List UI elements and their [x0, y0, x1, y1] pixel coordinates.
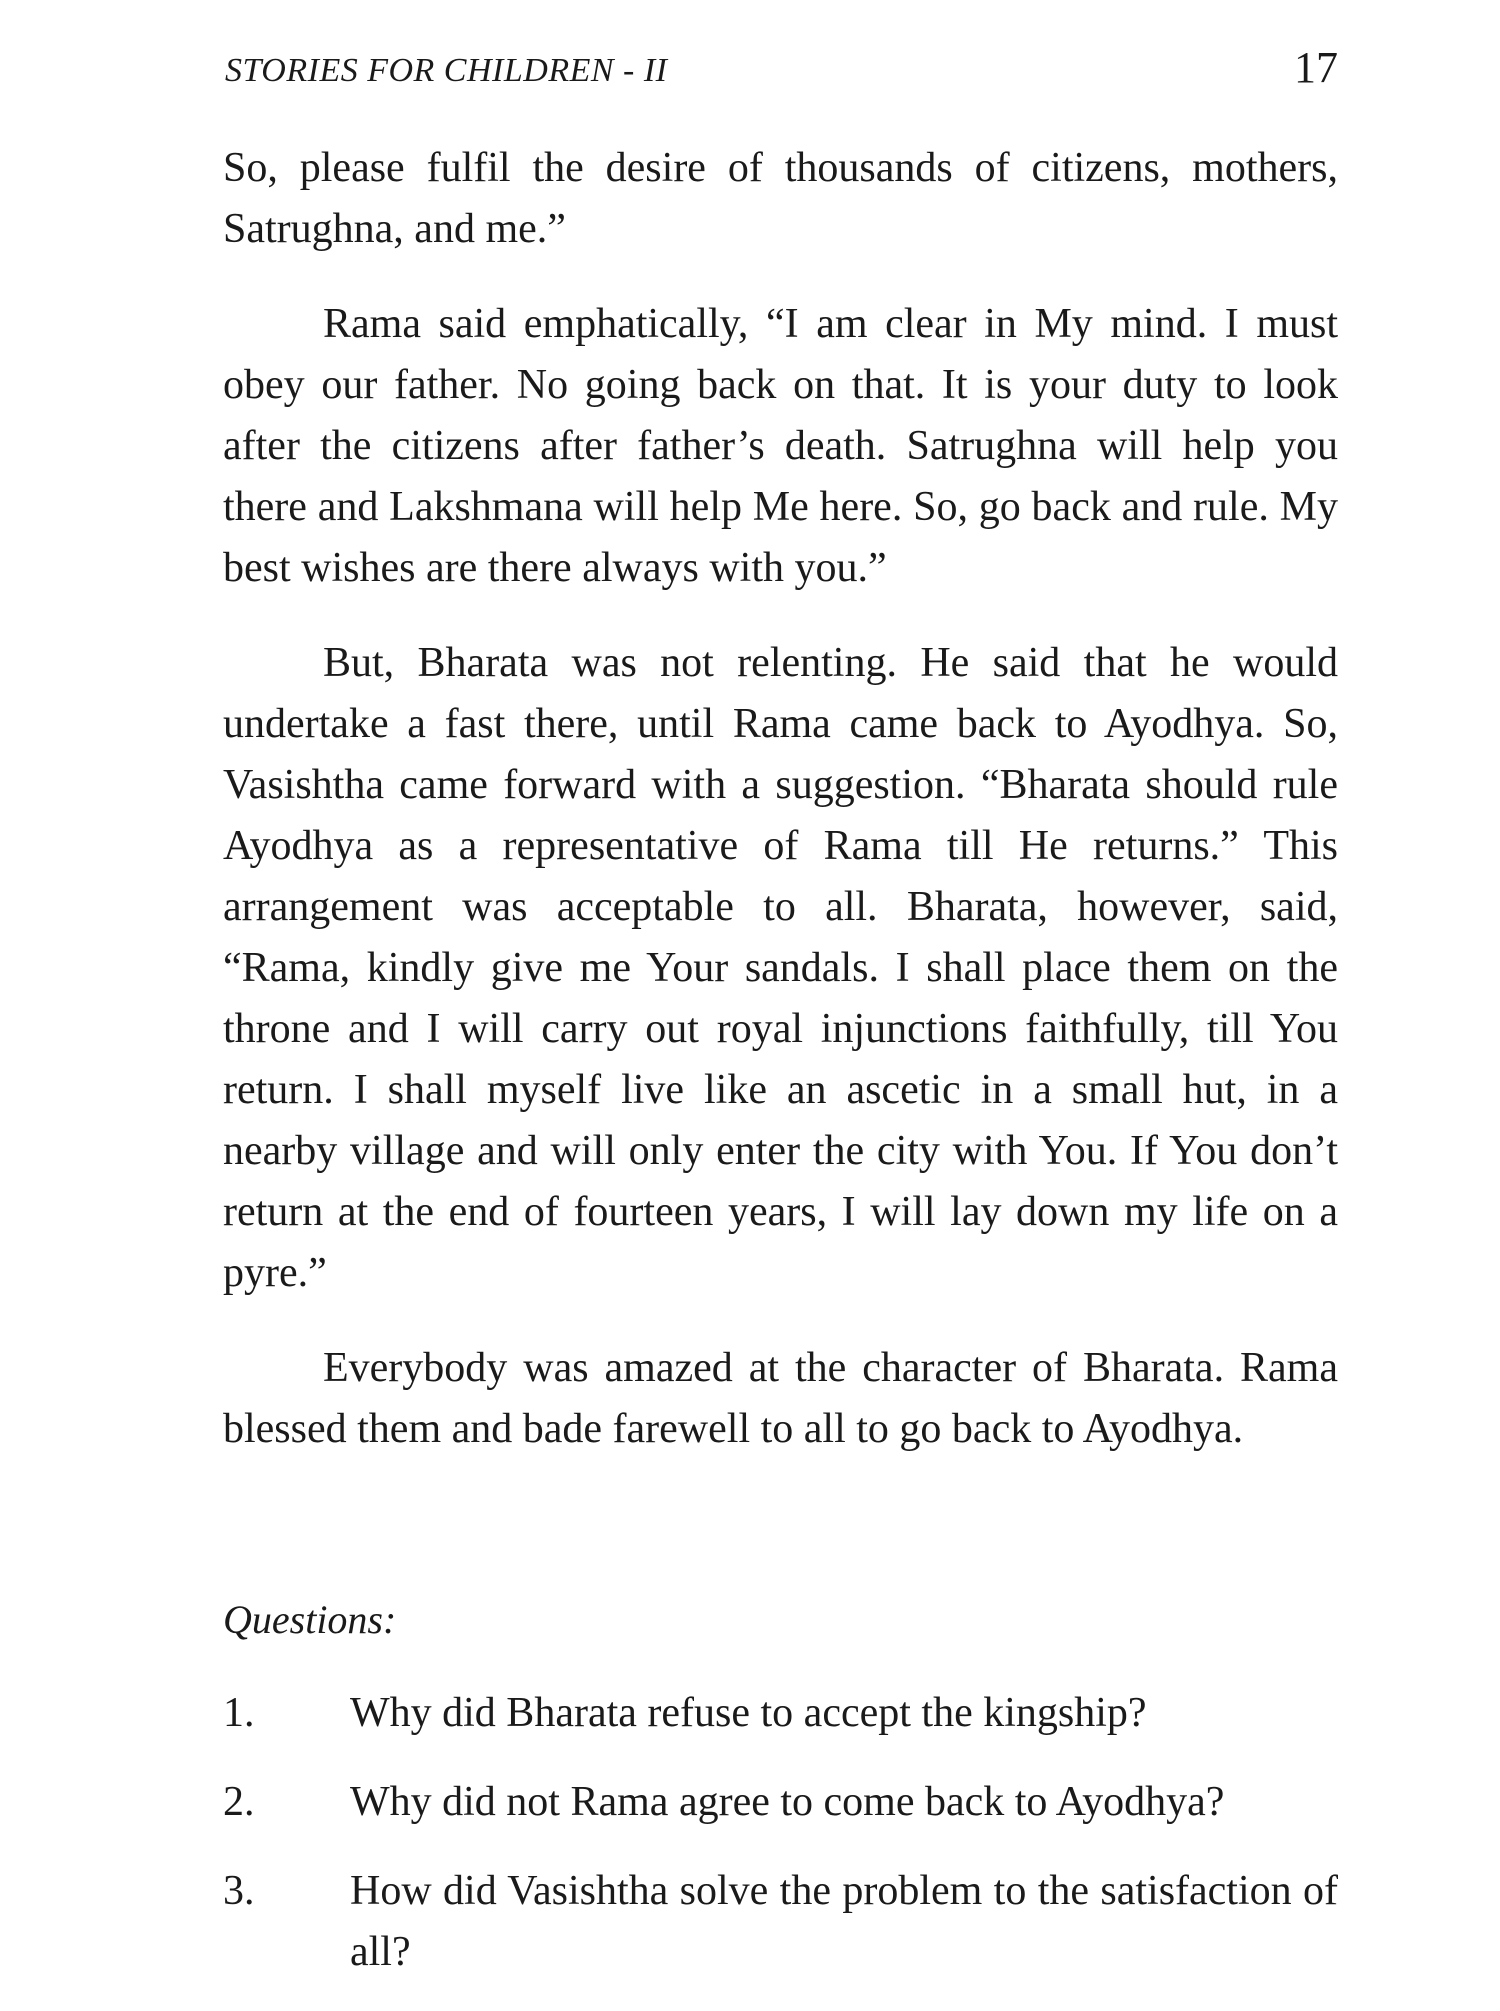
header-title: STORIES FOR CHILDREN - II — [225, 52, 668, 89]
paragraph-farewell: Everybody was amazed at the character of Bharata. Rama blessed them and bade farewell to all to go back to Ayodhya. — [223, 1345, 1338, 1452]
questions-section — [223, 1595, 1338, 2011]
questions-heading: Questions: — [223, 1597, 397, 1642]
question-number: 2. — [223, 1779, 255, 1825]
question-item — [223, 1861, 1338, 1983]
question-text: How did Vasishtha solve the problem to the satisfaction of all? — [350, 1868, 1338, 1975]
question-text: Why did Bharata refuse to accept the kingship? — [350, 1690, 1147, 1736]
paragraph-continuation: So, please fulfil the desire of thousands of citizens, mothers, Satrughna, and me.” — [223, 145, 1338, 252]
paragraph-bharata-sandals: But, Bharata was not relenting. He said that he would undertake a fast there, until Rama came back to Ayodhya. So, Vasishtha came forward with a suggestion. “Bharata should rule Ayodhya as a representative of Rama till He returns.” This arrangement was acceptable to all. Bharata, however, said, “Rama, kindly give me Your sandals. I shall place them on the throne and I will carry out royal injunctions faithfully, till You return. I shall myself live like an ascetic in a small hut, in a nearby village and will only enter the city with You. If You don’t return at the end of fourteen years, I will lay down my life on a pyre.” — [223, 640, 1338, 1296]
body-text — [223, 138, 1338, 1494]
question-item — [223, 1772, 1338, 1833]
question-text: Why did not Rama agree to come back to Ayodhya? — [350, 1779, 1225, 1825]
question-number: 3. — [223, 1868, 255, 1914]
question-item — [223, 1683, 1338, 1744]
page-number: 17 — [1294, 43, 1338, 92]
running-header — [225, 42, 1338, 102]
paragraph-rama-reply: Rama said emphatically, “I am clear in My mind. I must obey our father. No going back on that. It is your duty to look after the citizens after father’s death. Satrughna will help you there and Lakshmana will help Me here. So, go back and rule. My best wishes are there always with you.” — [223, 301, 1338, 591]
question-number: 1. — [223, 1690, 255, 1736]
